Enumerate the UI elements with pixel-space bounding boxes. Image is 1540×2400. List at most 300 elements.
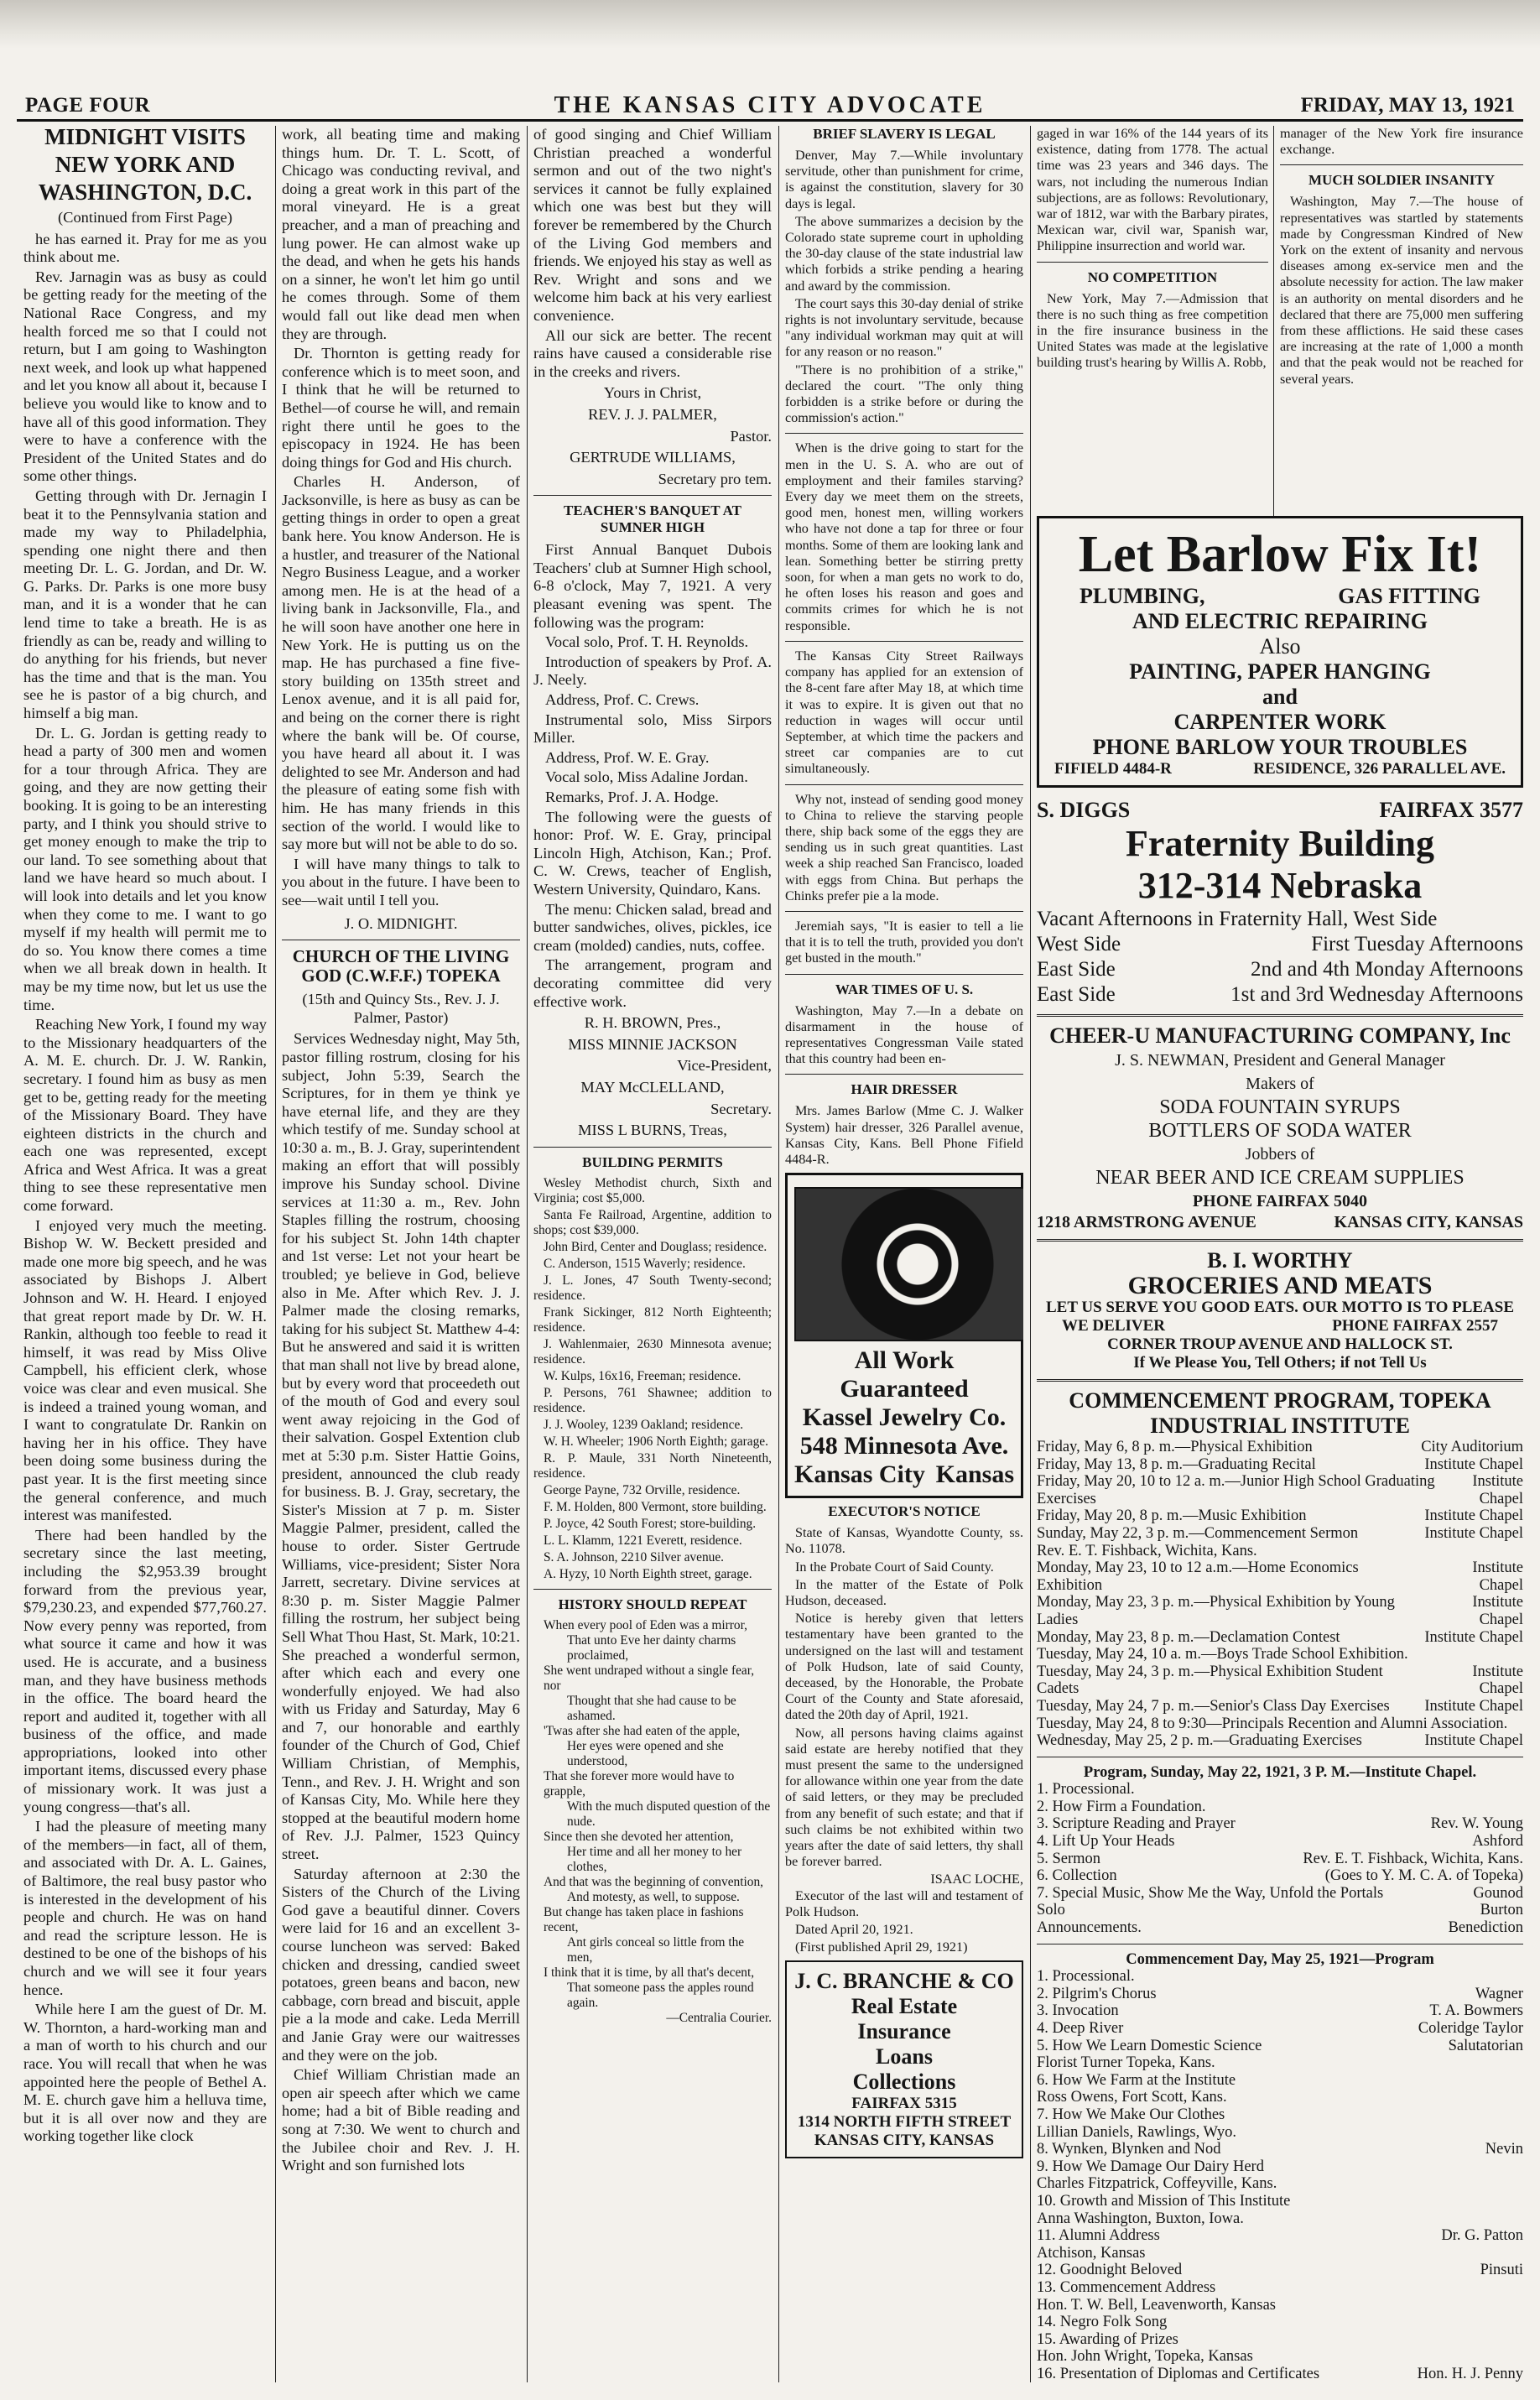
program-row: [1037, 1885, 1523, 1903]
program-item: 4. Lift Up Your Heads: [1037, 1833, 1175, 1851]
column-1: [23, 126, 267, 2382]
program-row: [1037, 2175, 1523, 2193]
program-row: [1037, 1629, 1523, 1647]
article-paragraph: gaged in war 16% of the 144 years of its existence, dating from 1778. The actual time was 23 years and 346 days. The wars, not including the numerous Indian subjections, are as follows: Revolutionary, war of 1812, war with the Barbary pirates, Mexican war, civil war, Spanish war, Philippine insurrection and world war.: [1037, 126, 1268, 254]
poem-line: With the much disputed question of the nude.: [567, 1799, 771, 1829]
program-row: [1037, 2314, 1523, 2331]
ad-line: FAIRFAX 5315: [851, 2095, 957, 2113]
newspaper-title: THE KANSAS CITY ADVOCATE: [554, 92, 986, 118]
section-headline: BUILDING PERMITS: [582, 1153, 723, 1170]
column-3: [533, 126, 772, 2382]
commencement-headline: COMMENCEMENT PROGRAM, TOPEKA: [1069, 1388, 1491, 1413]
program-row: [1037, 1833, 1523, 1851]
article-paragraph: The court says this 30-day denial of strike rights is not involuntary servitude, because "any individual workman may quit at will for any reason or no reason.": [785, 295, 1023, 360]
program-row: [1037, 1559, 1523, 1594]
program-item: Anna Washington, Buxton, Iowa.: [1037, 2210, 1244, 2227]
program-row: [1037, 2106, 1523, 2124]
permit-item: P. Persons, 761 Shawnee; addition to residence.: [533, 1385, 772, 1415]
program-row: [1037, 2124, 1523, 2142]
program-row: [1037, 2002, 1523, 2020]
program-row: [1037, 2141, 1523, 2158]
program-row: [1037, 2158, 1523, 2176]
program-item: Tuesday, May 24, 8 to 9:30—Principals Recention and Alumni Association.: [1037, 1715, 1508, 1732]
divider: [785, 974, 1023, 975]
divider: [1037, 262, 1268, 263]
branche-real-estate-ad: [785, 1960, 1023, 2158]
program-item: Monday, May 23, 8 p. m.—Declamation Contest: [1037, 1628, 1340, 1646]
program-item: 5. How We Learn Domestic Science: [1037, 2037, 1262, 2054]
program-item: 6. Collection: [1037, 1867, 1117, 1885]
column-rule: [527, 126, 528, 2382]
ad-line: NEAR BEER AND ICE CREAM SUPPLIES: [1095, 1167, 1465, 1189]
section-headline: MUCH SOLDIER INSANITY: [1308, 172, 1495, 189]
program-row: [1037, 2038, 1523, 2055]
program-row: [1037, 2366, 1523, 2383]
article-paragraph: Chief William Christian made an open air speech after which we came home; had a bit of Bible reading and song at 7:30. We went to church and the Jubilee choir and Rev. J. H. Wright and son furnished lots: [282, 2066, 520, 2174]
ad-line: J. C. BRANCHE & CO: [794, 1969, 1014, 1994]
divider: [1037, 1014, 1523, 1017]
program-place: Institute Chapel: [1424, 1732, 1523, 1750]
program-place: Dr. G. Patton: [1441, 2227, 1523, 2245]
commencement-events: [1037, 1439, 1523, 1750]
poem-line: When every pool of Eden was a mirror,: [544, 1617, 747, 1632]
article-paragraph: Dr. Thornton is getting ready for conference which is to meet soon, and I think that he will be returned to Bethel—of course he will, and remain right there until he goes to the episcopacy in 1924. He has been doing things for God and His church.: [282, 345, 520, 471]
article-paragraph: I enjoyed very much the meeting. Bishop W. W. Beckett presided and made one more big speech, and he was associated by Bishops J. Albert Johnson and W. H. Heard. I enjoyed that great report made by Dr. W. H. Rankin, although too feeble to read it himself, it was read by Miss Olive Campbell, his efficient clerk, whose voice was clear and even musical. She is indeed a trained young woman, and I want to congratulate Dr. Rankin on having her in his office. They have been doing some business during the past year. It is the first meeting since the general conference, and much interest was manifested.: [23, 1216, 267, 1524]
poem-line: And motesty, as well, to suppose.: [567, 1889, 740, 1904]
ad-line: Kassel Jewelry Co.: [802, 1403, 1007, 1432]
closing: Yours in Christ,: [603, 384, 702, 402]
program-row: [1037, 2245, 1523, 2262]
ad-state: Kansas: [935, 1460, 1014, 1489]
poem-line: Thought that she had cause to be ashamed.: [567, 1693, 736, 1723]
program-row: [1037, 1986, 1523, 2003]
section-headline: HAIR DRESSER: [851, 1081, 958, 1098]
article-paragraph: Dr. L. G. Jordan is getting ready to head a party of 300 men and women for a tour through Africa. They are going, and they are now getting their booking. It is going to be an interesting party, and I think you should strive to get money enough to make the trip to our land. To see something about that land we have heard so much about. I will look into details and let you know when they come to me. I want to go myself if my health will permit me to do so. You know there comes a time when we all break down in health. It may be my time now, but let us use the time.: [23, 724, 267, 1013]
program-row: [1037, 2279, 1523, 2297]
program-row: [1037, 1439, 1523, 1456]
ad-line: BOTTLERS OF SODA WATER: [1148, 1120, 1412, 1142]
column-rule: [1030, 126, 1031, 2382]
row-left: East Side: [1037, 983, 1116, 1006]
program-place: Salutatorian: [1448, 2037, 1523, 2054]
article-paragraph: Denver, May 7.—While involuntary servitude, other than punishment for crime, is against the constitution, slavery for 30 days is legal.: [785, 148, 1023, 211]
ad-line: All Work Guaranteed: [840, 1346, 969, 1403]
program-item: Monday, May 23, 3 p. m.—Physical Exhibition by Young Ladies: [1037, 1594, 1395, 1628]
ad-line-left: WE DELIVER: [1062, 1317, 1165, 1335]
program-item: Friday, May 6, 8 p. m.—Physical Exhibition: [1037, 1439, 1313, 1455]
program-line: Instrumental solo, Miss Sirpors Miller.: [533, 711, 772, 747]
ad-line: PHONE FAIRFAX 5040: [1192, 1192, 1368, 1210]
notice-paragraph: Notice is hereby given that letters testamentary have been granted to the undersigned on the last will and testament of Polk Hudson, late of said County, deceased, by the Honorable, the Probate Court of the County and State aforesaid, dated the 20th day of April, 1921.: [785, 1611, 1023, 1723]
ad-line: CARPENTER WORK: [1173, 710, 1387, 734]
kassel-jewelry-ad: [785, 1173, 1023, 1498]
ad-line: Also: [1259, 634, 1301, 659]
program-place: Institute Chapel: [1472, 1663, 1523, 1698]
program-item: Friday, May 13, 8 p. m.—Graduating Recital: [1037, 1455, 1316, 1473]
poem-line: She went undraped without a single fear, nor: [544, 1663, 755, 1693]
program-row: [1037, 1473, 1523, 1507]
program-row: [1037, 1507, 1523, 1525]
program-item: Monday, May 23, 10 to 12 a.m.—Home Economics Exhibition: [1037, 1559, 1359, 1594]
program-place: Ashford: [1472, 1833, 1523, 1851]
program-place: Rev. E. T. Fishback, Wichita, Kans.: [1303, 1850, 1523, 1867]
program-row: [1037, 1456, 1523, 1474]
program-item: 2. Pilgrim's Chorus: [1037, 1985, 1157, 2002]
fraternity-address: 312-314 Nebraska: [1137, 865, 1423, 906]
article-paragraph: manager of the New York fire insurance exchange.: [1280, 126, 1523, 158]
signature: GERTRUDE WILLIAMS,: [570, 449, 736, 466]
program-place: Institute Chapel: [1424, 1455, 1523, 1473]
article-paragraph: The arrangement, program and decorating committee did very effective work.: [533, 956, 772, 1010]
article-paragraph: The following were the guests of honor: Prof. W. E. Gray, principal Lincoln High, Atchison, Kan.; Prof. C. W. Crews, teacher of English, Western University, Quindaro, Kans.: [533, 808, 772, 898]
article-paragraph: Washington, May 7.—The house of representatives was startled by statements made by Congressman Kindred of New York on the extent of insanity and nervous diseases among ex-service men and the absolute necessity for action. The law maker is an authority on mental disorders and he declared that there are 75,000 men suffering from these afflictions. He said these cases are increasing at the rate of 1,000 a month and that the peak would not be reached for several years.: [1280, 194, 1523, 387]
notice-paragraph: In the matter of the Estate of Polk Hudson, deceased.: [785, 1576, 1023, 1608]
program-row: [1037, 1594, 1523, 1628]
ad-line: Real Estate: [851, 1994, 958, 2019]
ad-line: [1046, 584, 1514, 609]
ad-line: KANSAS CITY, KANSAS: [814, 2132, 995, 2150]
poem-line: That unto Eve her dainty charms proclaimed,: [567, 1632, 736, 1663]
article-paragraph: Saturday afternoon at 2:30 the Sisters of the Church of the Living God gave a beautiful dinner. Covers were laid for 16 and an excellent 3-course luncheon was served: Baked chicken and dressing, candied sweet potatoes, green beans and bacon, new cabbage, corn bread and biscuit, apple pie a la mode and cake. Leda Merrill and Janie Gray were our waitresses and they were on the job.: [282, 1865, 520, 2064]
ad-line: [1037, 1317, 1523, 1335]
worthy-subhead: GROCERIES AND MEATS: [1127, 1272, 1433, 1299]
program-item: 16. Presentation of Diplomas and Certificates: [1037, 2365, 1320, 2382]
sunday-program: [1037, 1781, 1523, 1936]
right-ad-block: [1037, 516, 1523, 2387]
program-place: Institute Chapel: [1472, 1594, 1523, 1628]
program-item: 4. Deep River: [1037, 2020, 1124, 2037]
article-paragraph: There had been handled by the secretary since the last meeting, including the $2,953.39 brought forward from the previous year, $79,230.23, and expended $77,760.27. Now every penny was reported, from what source it came and how it was used. He is accurate, and a business man, and they have business methods in the office. The board heard the report and audited it, together with all business of the office, and made appropriations, looked into other important items, discussed every phase of missionary work. It was just a young congress—that's all.: [23, 1526, 267, 1815]
program-item: 7. Special Music, Show Me the Way, Unfold the Portals: [1037, 1884, 1384, 1902]
ad-line-right: FAIRFAX 3577: [1379, 798, 1523, 822]
divider: [1037, 1239, 1523, 1242]
ad-line: CORNER TROUP AVENUE AND HALLOCK ST.: [1107, 1335, 1453, 1353]
cheer-u-headline: CHEER-U MANUFACTURING COMPANY, Inc: [1049, 1023, 1511, 1048]
program-item: 13. Commencement Address: [1037, 2278, 1216, 2296]
program-row: [1037, 1663, 1523, 1698]
ad-line-left: PLUMBING,: [1080, 584, 1205, 608]
program-item: 15. Awarding of Prizes: [1037, 2330, 1178, 2348]
page-number: PAGE FOUR: [25, 94, 151, 117]
notice-paragraph: Now, all persons having claims against said estate are hereby notified that they must present the same to the undersigned for allowance within one year from the date of said letters, or they may be precluded from any benefit of such estate; and that if such claims be not exhibited within two years after the date of said letters, thy shall be forever barred.: [785, 1725, 1023, 1870]
article-paragraph: While here I am the guest of Dr. M. W. Thornton, a hard-working man and a man of worth to his church and our race. You will recall that when he was appointed here the people of Bethel A. M. E. church gave him a helluva time, but it is all over now and they are working together like clock: [23, 2001, 267, 2145]
poem-line: Since then she devoted her attention,: [544, 1829, 734, 1844]
signature-title: Secretary pro tem.: [658, 470, 772, 487]
divider: [785, 433, 1023, 434]
program-item: 10. Growth and Mission of This Institute: [1037, 2192, 1291, 2210]
row-right: First Tuesday Afternoons: [1311, 933, 1523, 955]
divider: [533, 495, 772, 496]
poem-line: I think that it is time, by all that's decent,: [544, 1965, 755, 1980]
program-line: Address, Prof. W. E. Gray.: [545, 748, 710, 766]
program-item: 12. Goodnight Beloved: [1037, 2262, 1183, 2279]
program-row: [1037, 1646, 1523, 1663]
program-line: Remarks, Prof. J. A. Hodge.: [545, 789, 719, 805]
row-right: 2nd and 4th Monday Afternoons: [1251, 958, 1523, 981]
fraternity-row: [1037, 957, 1523, 982]
ad-line: [1037, 1213, 1523, 1232]
poem-line: But change has taken place in fashions recent,: [544, 1904, 744, 1934]
permit-item: George Payne, 732 Orville, residence.: [544, 1482, 741, 1497]
program-item: Atchison, Kansas: [1037, 2244, 1146, 2262]
ad-address: RESIDENCE, 326 PARALLEL AVE.: [1253, 760, 1506, 778]
program-item: 14. Negro Folk Song: [1037, 2314, 1168, 2331]
ad-line: SODA FOUNTAIN SYRUPS: [1159, 1096, 1401, 1118]
poem-line: And that was the beginning of convention,: [544, 1874, 764, 1889]
article-paragraph: When is the drive going to start for the men in the U. S. A. who are out of employment and their familes starving? Every day we meet them on the streets, good men, honest men, willing workers who have not done a tap for three or four months. Some of them are looking lank and lean. Something better be stirring pretty soon, for when a man gets no work to do, he often loses his reason and goes and commits crimes for which he is not responsible.: [785, 440, 1023, 633]
notice-paragraph: State of Kansas, Wyandotte County, ss. No. 11078.: [785, 1525, 1023, 1557]
poem: [533, 1618, 772, 2011]
permit-item: John Bird, Center and Douglass; residence.: [544, 1239, 767, 1254]
program-line: Vocal solo, Miss Adaline Jordan.: [545, 768, 748, 786]
ad-line: and: [1262, 685, 1298, 709]
notice-line: Executor of the last will and testament of Polk Hudson.: [785, 1887, 1023, 1919]
jewelry-sunburst-illustration: [794, 1187, 1023, 1341]
fraternity-row: [1037, 982, 1523, 1007]
ad-headline: Let Barlow Fix It!: [1078, 526, 1482, 583]
program-place: Institute Chapel: [1424, 1628, 1523, 1646]
article-paragraph: Reaching New York, I found my way to the Missionary headquarters of the A. M. E. church. Dr. J. W. Rankin, secretary. I found him as busy as men get to be, getting ready for the meeting of the Missionary Board. They have eighteen districts in the church and each one was represented, except Africa and West Africa. It was a great thing to see these representative men come forward.: [23, 1016, 267, 1215]
page-scuff-band: [0, 0, 1540, 49]
program-place: Wagner: [1475, 1985, 1523, 2002]
ad-line: Collections: [852, 2069, 956, 2095]
program-row: [1037, 1867, 1523, 1885]
permit-item: P. Joyce, 42 South Forest; store-building.: [544, 1516, 757, 1531]
program-row: [1037, 1799, 1523, 1816]
program-row: [1037, 1851, 1523, 1868]
column-5: [1037, 126, 1268, 512]
program-place: City Auditorium: [1421, 1439, 1523, 1455]
article-paragraph: of good singing and Chief William Christian preached a wonderful sermon and out of the two night's services it cannot be fully explained which one was best but they will forever be remembered by the Church of the Living God members and friends. We enjoyed his stay as well as Rev. Wright and sons and we welcome him back at his very earliest convenience.: [533, 126, 772, 324]
signature: MISS L BURNS, Treas,: [578, 1122, 727, 1139]
permit-item: L. L. Klamm, 1221 Everett, residence.: [544, 1533, 742, 1548]
section-subhead: (15th and Quincy Sts., Rev. J. J. Palmer, Pastor): [302, 991, 500, 1026]
poem-line: That she forever more would have to grapple,: [544, 1768, 735, 1799]
ad-line: AND ELECTRIC REPAIRING: [1132, 609, 1428, 633]
article-paragraph: All our sick are better. The recent rains have caused a considerable rise in the creeks and rivers.: [533, 326, 772, 380]
row-left: West Side: [1037, 933, 1121, 955]
program-item: Rev. E. T. Fishback, Wichita, Kans.: [1037, 1542, 1257, 1559]
program-item: 2. How Firm a Foundation.: [1037, 1798, 1206, 1815]
program-item: 9. How We Damage Our Dairy Herd: [1037, 2158, 1264, 2175]
program-row: [1037, 2227, 1523, 2245]
ad-line: 548 Minnesota Ave.: [799, 1432, 1009, 1460]
program-place: Nevin: [1485, 2141, 1523, 2158]
signature-title: Secretary.: [710, 1100, 772, 1117]
program-item: 7. How We Make Our Clothes: [1037, 2106, 1225, 2123]
program-place: Hon. H. J. Penny: [1417, 2365, 1523, 2382]
program-row: [1037, 1525, 1523, 1543]
program-row: [1037, 1781, 1523, 1799]
program-row: [1037, 2089, 1523, 2106]
headline-line: NEW YORK AND: [55, 152, 236, 177]
article-paragraph: First Annual Banquet Dubois Teachers' club at Sumner High school, 6-8 o'clock, May 7, 1921. A very pleasant evening was spent. The following was the program:: [533, 541, 772, 631]
ad-city: Kansas City: [794, 1460, 925, 1489]
poem-line: Her time and all her money to her clothes,: [567, 1844, 742, 1874]
continued-note: (Continued from First Page): [58, 209, 232, 226]
program-row: [1037, 2210, 1523, 2228]
program-item: Sunday, May 22, 3 p. m.—Commencement Sermon: [1037, 1524, 1359, 1542]
ad-line: Makers of: [1246, 1075, 1314, 1093]
ad-line: PAINTING, PAPER HANGING: [1129, 659, 1431, 684]
ad-line: 1314 NORTH FIFTH STREET: [797, 2113, 1012, 2132]
program-item: Hon. T. W. Bell, Leavenworth, Kansas: [1037, 2296, 1276, 2314]
permit-item: W. Kulps, 16x16, Freeman; residence.: [544, 1368, 741, 1383]
program-item: Tuesday, May 24, 7 p. m.—Senior's Class Day Exercises: [1037, 1697, 1390, 1715]
notice-line: (First published April 29, 1921): [795, 1939, 968, 1955]
program-item: Solo: [1037, 1902, 1065, 1919]
article-signature: J. O. MIDNIGHT.: [344, 914, 458, 932]
article-paragraph: Charles H. Anderson, of Jacksonville, is here as busy as can be getting things in order to open a great bank here. You know Anderson. He is a hustler, and treasurer of the National Negro Business League, and a worker among men. He is at the head of a living bank in Jacksonville, Fla., and he will soon have another one here in New York. He is putting us on the map. He has purchased a fine five-story building on 135th street and Lenox avenue, and it is all paid for, and being on the corner there is right where the bank will be. Of course, you have heard all about it. I was delighted to see Mr. Anderson and had the pleasure of eating some fish with him. He has many friends in this section of the world. I would like to say more but will not be able to do so.: [282, 473, 520, 853]
signature: MAY McCLELLAND,: [580, 1078, 725, 1096]
commencement-day-program: [1037, 1968, 1523, 2382]
permit-item: C. Anderson, 1515 Waverly; residence.: [544, 1256, 746, 1271]
ad-line-left: S. DIGGS: [1037, 798, 1131, 822]
program-item: Hon. John Wright, Topeka, Kansas: [1037, 2348, 1253, 2366]
program-place: Rev. W. Young: [1430, 1815, 1523, 1833]
program-item: Ross Owens, Fort Scott, Kans.: [1037, 2089, 1227, 2106]
article-paragraph: Getting through with Dr. Jernagin I beat it to the Pennsylvania station and made my way to Philadelphia, spending one night there and then meeting Dr. L. G. Jordan, and Dr. W. G. Parks. Dr. Parks is one more busy man, and it is a wonder that he can lend time to take a breath. He is as friendly as can be, ready and willing to do anything for his friends, but never has the time and that is the man. You see he is pastor of a big church, and himself a big man.: [23, 487, 267, 722]
program-place: Gounod: [1473, 1884, 1523, 1902]
column-6: [1280, 126, 1523, 512]
headline-line: MIDNIGHT VISITS: [44, 126, 246, 149]
permit-item: J. J. Wooley, 1239 Oakland; residence.: [544, 1417, 744, 1432]
ad-line: Loans: [876, 2044, 933, 2069]
section-headline: BRIEF SLAVERY IS LEGAL: [813, 126, 996, 142]
headline-line: WASHINGTON, D.C.: [38, 180, 252, 205]
program-place: (Goes to Y. M. C. A. of Topeka): [1324, 1867, 1523, 1885]
row-right: 1st and 3rd Wednesday Afternoons: [1230, 983, 1523, 1006]
article-paragraph: New York, May 7.—Admission that there is no such thing as free competition in the fire insurance business in the United States was made at the legislative building trust's hearing by Willis A. Robb,: [1037, 290, 1268, 371]
ad-address: 1218 ARMSTRONG AVENUE: [1037, 1213, 1256, 1231]
program-line: Introduction of speakers by Prof. A. J. Neely.: [533, 653, 772, 689]
program-item: Tuesday, May 24, 3 p. m.—Physical Exhibition Student Cadets: [1037, 1663, 1383, 1698]
divider: [785, 784, 1023, 785]
barlow-ad: [1037, 516, 1523, 788]
program-item: Florist Turner Topeka, Kans.: [1037, 2054, 1215, 2072]
section-headline: HISTORY SHOULD REPEAT: [558, 1596, 747, 1612]
program-item: 6. How We Farm at the Institute: [1037, 2071, 1236, 2089]
article-paragraph: The above summarizes a decision by the Colorado state supreme court in upholding the 30-day clause of the state industrial law which forbids a strike pending a hearing and award by the commission.: [785, 213, 1023, 294]
article-paragraph: Why not, instead of sending good money to China to relieve the starving people there, ship back some of the eggs they are sending us in such great quantities. Last week a ship reached San Francisco, loaded with eggs from China. But perhaps the Chinks prefer pie a la mode.: [785, 791, 1023, 903]
ad-line: [1046, 760, 1514, 778]
program-row: [1037, 2054, 1523, 2072]
program-line: Vocal solo, Prof. T. H. Reynolds.: [545, 633, 749, 651]
commencement-subhead: INDUSTRIAL INSTITUTE: [1150, 1413, 1410, 1438]
ad-line: Jobbers of: [1245, 1145, 1315, 1164]
ad-line: Insurance: [857, 2019, 951, 2044]
poem-line: Her eyes were opened and she understood,: [567, 1738, 724, 1768]
program-row: [1037, 1543, 1523, 1560]
signature: R. H. BROWN, Pres.,: [584, 1014, 721, 1032]
fraternity-title: Fraternity Building: [1126, 823, 1434, 864]
ad-city: KANSAS CITY, KANSAS: [1334, 1213, 1523, 1231]
article-paragraph: The Kansas City Street Railways company has applied for an extension of the 8-cent fare after May 18, at which time it was to expire. It is given out that no reduction in wages will occur until September, at which time the packers and street car companies are to cut simultaneously.: [785, 648, 1023, 777]
permit-item: J. Wahlenmaier, 2630 Minnesota avenue; residence.: [533, 1336, 772, 1367]
article-paragraph: Rev. Jarnagin was as busy as could be getting ready for the meeting of the National Race Congress, and my health forced me so that I could not return, but I am going to Washington next week, and look up what happened and let you know all about it, because I believe you would like to know and to have all of this good information. They were to have a conference with the President of the United States and do some other things.: [23, 268, 267, 485]
worthy-headline: B. I. WORTHY: [1207, 1248, 1353, 1273]
program-place: Institute Chapel: [1472, 1559, 1523, 1594]
permits-list: [533, 1176, 772, 1582]
row-left: East Side: [1037, 958, 1116, 981]
program-place: Institute Chapel: [1424, 1524, 1523, 1542]
article-paragraph: he has earned it. Pray for me as you think about me.: [23, 230, 267, 266]
divider: [785, 1074, 1023, 1075]
ad-line: J. S. NEWMAN, President and General Manager: [1115, 1051, 1445, 1070]
ad-line-right: GAS FITTING: [1338, 584, 1480, 608]
divider: [785, 641, 1023, 642]
section-headline: NO COMPETITION: [1087, 268, 1218, 285]
program-heading: Program, Sunday, May 22, 1921, 3 P. M.—Institute Chapel.: [1083, 1763, 1477, 1781]
program-item: 3. Scripture Reading and Prayer: [1037, 1815, 1236, 1833]
program-item: 5. Sermon: [1037, 1850, 1101, 1867]
fraternity-row: [1037, 932, 1523, 957]
program-item: 1. Processional.: [1037, 1781, 1135, 1799]
ad-line: [794, 1460, 1014, 1489]
ad-phone: FIFIELD 4484-R: [1054, 760, 1172, 778]
program-place: Benediction: [1448, 1919, 1523, 1937]
section-headline: WAR TIMES OF U. S.: [835, 981, 974, 997]
program-row: [1037, 1815, 1523, 1833]
program-row: [1037, 1715, 1523, 1733]
poem-line: 'Twas after she had eaten of the apple,: [544, 1723, 741, 1738]
program-item: 1. Processional.: [1037, 1968, 1135, 1986]
issue-date: FRIDAY, MAY 13, 1921: [1300, 94, 1515, 117]
notice-signature: ISAAC LOCHE,: [930, 1872, 1023, 1887]
poem-line: Ant girls conceal so little from the men,: [567, 1934, 745, 1965]
program-item: 8. Wynken, Blynken and Nod: [1037, 2141, 1221, 2158]
ad-line: PHONE BARLOW YOUR TROUBLES: [1092, 735, 1468, 759]
ad-line-right: PHONE FAIRFAX 2557: [1332, 1317, 1498, 1335]
signature: MISS MINNIE JACKSON: [568, 1035, 737, 1053]
ad-line: LET US SERVE YOU GOOD EATS. OUR MOTTO IS TO PLEASE: [1045, 1299, 1515, 1316]
program-row: [1037, 2072, 1523, 2090]
program-row: [1037, 2297, 1523, 2314]
column-4: [785, 126, 1023, 2382]
notice-line: Dated April 20, 1921.: [795, 1922, 913, 1938]
program-line: Address, Prof. C. Crews.: [545, 691, 700, 709]
permit-item: F. M. Holden, 800 Vermont, store building.: [544, 1499, 767, 1514]
section-headline: TEACHER'S BANQUET AT SUMNER HIGH: [564, 502, 741, 536]
program-place: Pinsuti: [1480, 2262, 1523, 2279]
program-item: Friday, May 20, 8 p. m.—Music Exhibition: [1037, 1507, 1307, 1525]
section-headline: CHURCH OF THE LIVING GOD (C.W.F.F.) TOPEKA: [292, 946, 510, 987]
column-2: [282, 126, 520, 2382]
article-paragraph: The menu: Chicken salad, bread and butter sandwiches, olives, pickles, ice cream (molded) candies, nuts, coffee.: [533, 900, 772, 954]
permit-item: Frank Sickinger, 812 North Eighteenth; residence.: [533, 1304, 772, 1335]
permit-item: W. H. Wheeler; 1906 North Eighth; garage.: [544, 1434, 768, 1449]
permit-item: Wesley Methodist church, Sixth and Virginia; cost $5,000.: [533, 1175, 772, 1205]
program-item: 11. Alumni Address: [1037, 2227, 1160, 2245]
program-row: [1037, 2262, 1523, 2279]
divider: [533, 1147, 772, 1148]
divider: [1280, 164, 1523, 165]
article-paragraph: Washington, May 7.—In a debate on disarmament in the house of representatives Congressman Vaile stated that this country had been en-: [785, 1002, 1023, 1067]
notice-paragraph: In the Probate Court of Said County.: [795, 1559, 994, 1575]
program-place: T. A. Bowmers: [1429, 2002, 1523, 2020]
divider: [1037, 1379, 1523, 1382]
signature-title: Pastor.: [730, 427, 772, 445]
permit-item: A. Hyzy, 10 North Eighth street, garage.: [544, 1566, 752, 1581]
article-paragraph: I will have many things to talk to you about in the future. I have been to see—wait until I tell you.: [282, 855, 520, 908]
masthead: [17, 50, 1523, 122]
fraternity-ad-header: [1037, 798, 1523, 823]
program-place: Institute Chapel: [1472, 1473, 1523, 1507]
program-item: 3. Invocation: [1037, 2002, 1119, 2020]
divider: [533, 1589, 772, 1590]
divider: [785, 911, 1023, 912]
article-paragraph: work, all beating time and making things hum. Dr. T. L. Scott, of Chicago was conducting revival, and doing a great work in this part of the moral vineyard. He is a great preacher, and a man of preaching and lung power. He can almost wake up the dead, and when he gets his hands on a sinner, he won't let him go until he comes through. Some of them would fall out like dead men when they are through.: [282, 126, 520, 342]
